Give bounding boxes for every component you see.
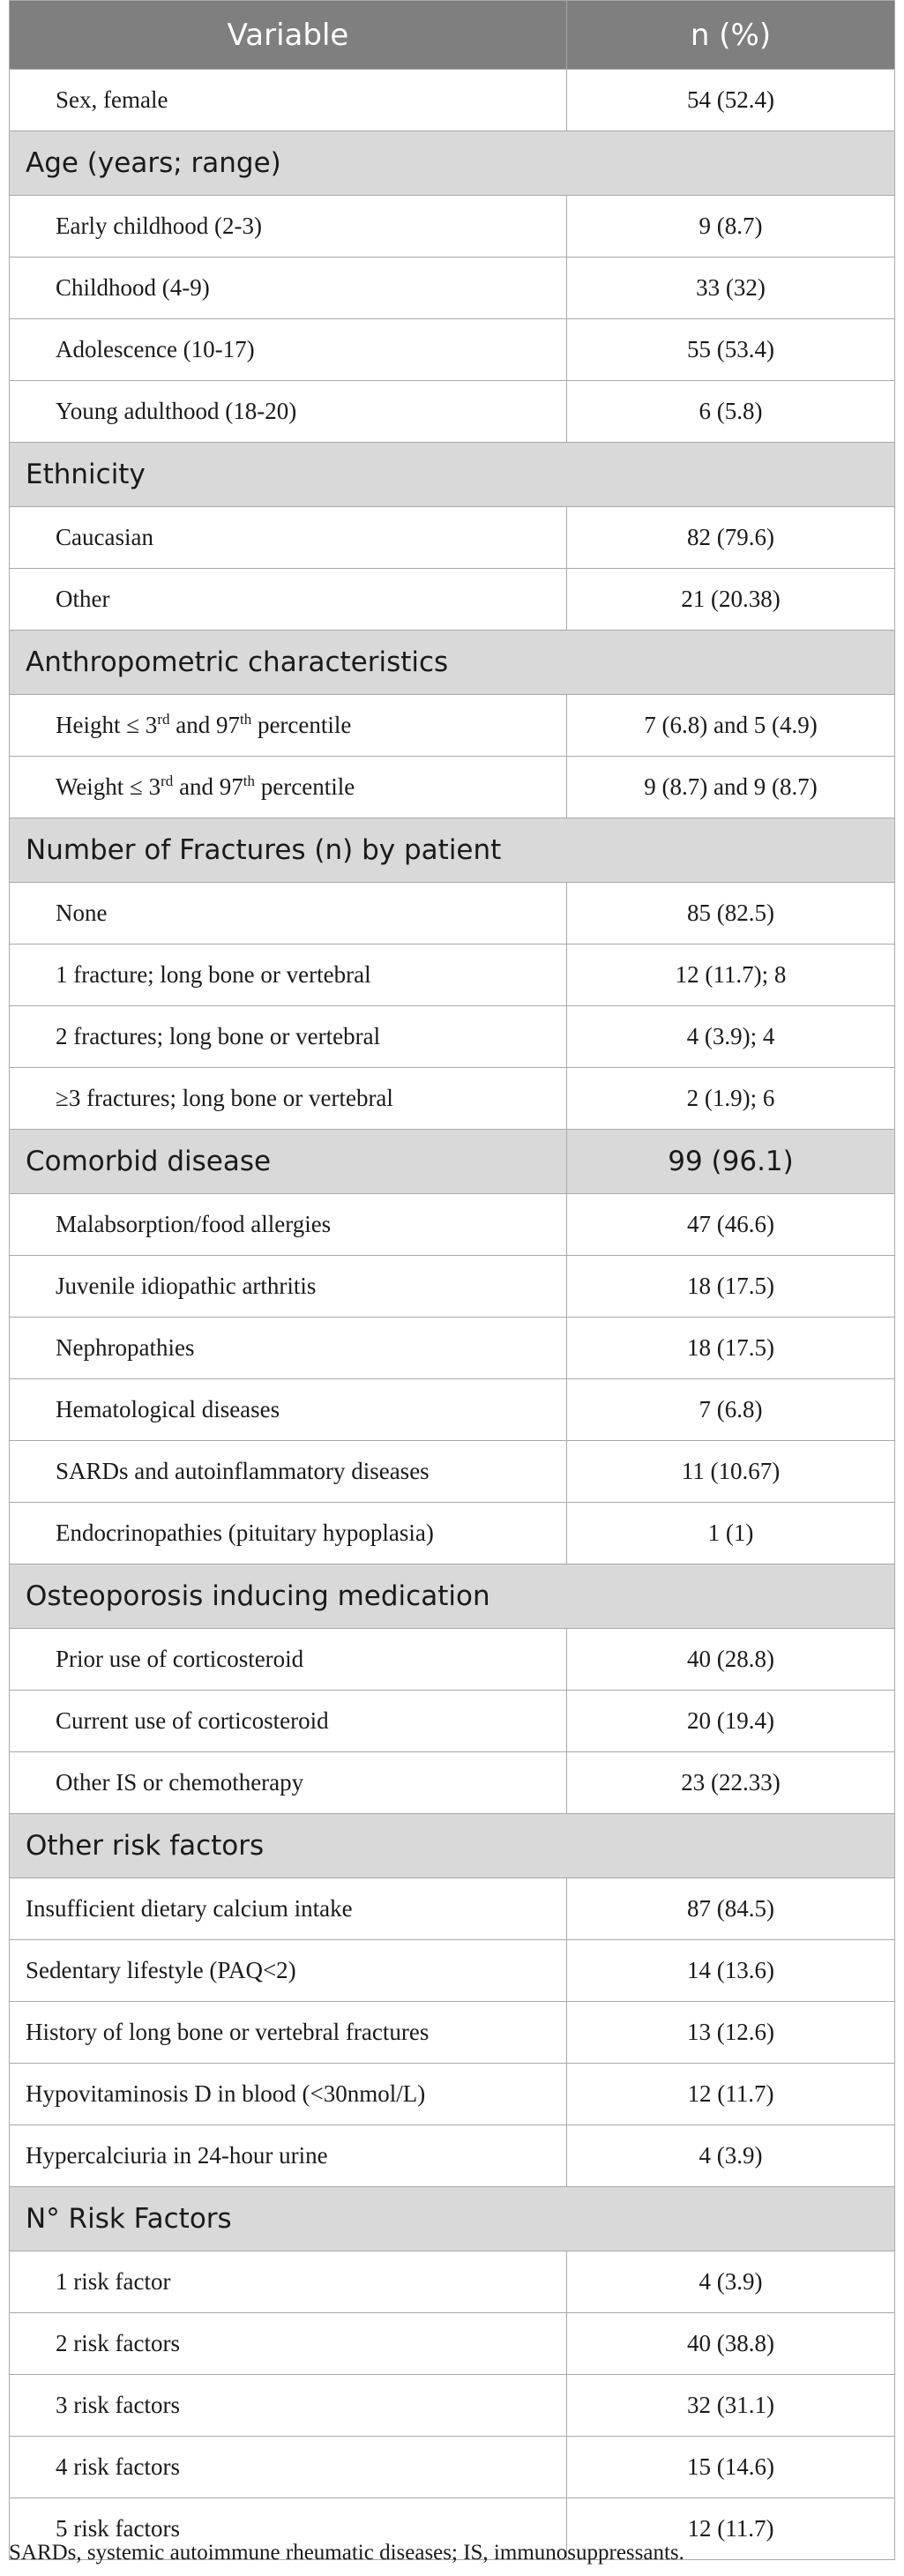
section-header-n-risk: [10, 2187, 895, 2251]
table-row: [10, 1503, 895, 1564]
row-label: Juvenile idiopathic arthritis: [10, 1256, 567, 1318]
row-label: Early childhood (2-3): [10, 196, 567, 258]
row-label: Weight ≤ 3rd and 97th percentile: [10, 757, 567, 818]
section-title: Osteoporosis inducing medication: [10, 1564, 895, 1629]
row-label: History of long bone or vertebral fractures: [10, 2002, 567, 2064]
section-title: Age (years; range): [10, 131, 895, 196]
table-row: [10, 1379, 895, 1441]
row-value: 33 (32): [567, 258, 895, 319]
table-row: [10, 2251, 895, 2313]
table-row: [10, 70, 895, 131]
row-value: 82 (79.6): [567, 507, 895, 569]
header-variable: Variable: [10, 1, 567, 70]
row-value: 11 (10.67): [567, 1441, 895, 1503]
row-value: 18 (17.5): [567, 1256, 895, 1318]
row-value: 15 (14.6): [567, 2437, 895, 2498]
row-label: Malabsorption/food allergies: [10, 1194, 567, 1256]
section-header-medication: [10, 1564, 895, 1629]
row-value: 13 (12.6): [567, 2002, 895, 2064]
row-label: Current use of corticosteroid: [10, 1691, 567, 1752]
table-row: [10, 945, 895, 1006]
table-footnote: SARDs, systemic autoimmune rheumatic diseases; IS, immunosuppressants.: [9, 2541, 684, 2565]
table-row: [10, 569, 895, 631]
row-value: 1 (1): [567, 1503, 895, 1564]
row-value: 4 (3.9): [567, 2251, 895, 2313]
row-label: 2 risk factors: [10, 2313, 567, 2375]
table-row: [10, 2125, 895, 2187]
table-header-row: [10, 1, 895, 70]
row-value: 9 (8.7) and 9 (8.7): [567, 757, 895, 818]
row-label: 1 risk factor: [10, 2251, 567, 2313]
section-header-comorbid: [10, 1130, 895, 1194]
row-value: 87 (84.5): [567, 1878, 895, 1940]
row-value: 12 (11.7): [567, 2064, 895, 2125]
row-value: 14 (13.6): [567, 1940, 895, 2002]
row-label: 3 risk factors: [10, 2375, 567, 2437]
row-value: 54 (52.4): [567, 70, 895, 131]
row-label: Insufficient dietary calcium intake: [10, 1878, 567, 1940]
table-row: [10, 695, 895, 757]
characteristics-table: [9, 0, 895, 2560]
row-value: 20 (19.4): [567, 1691, 895, 1752]
table-row: [10, 1194, 895, 1256]
row-label: 2 fractures; long bone or vertebral: [10, 1006, 567, 1068]
section-title: Comorbid disease: [10, 1130, 567, 1194]
section-title: Anthropometric characteristics: [10, 631, 895, 695]
row-label: Hematological diseases: [10, 1379, 567, 1441]
row-label: Sex, female: [10, 70, 567, 131]
section-title: Other risk factors: [10, 1814, 895, 1878]
row-label: ≥3 fractures; long bone or vertebral: [10, 1068, 567, 1130]
row-label: Nephropathies: [10, 1318, 567, 1379]
table-row: [10, 883, 895, 945]
section-title: Ethnicity: [10, 443, 895, 507]
section-title: N° Risk Factors: [10, 2187, 895, 2251]
row-value: 21 (20.38): [567, 569, 895, 631]
row-value: 40 (28.8): [567, 1629, 895, 1691]
row-value: 2 (1.9); 6: [567, 1068, 895, 1130]
table-row: [10, 2313, 895, 2375]
table-row: [10, 196, 895, 258]
row-value: 7 (6.8): [567, 1379, 895, 1441]
row-value: 9 (8.7): [567, 196, 895, 258]
section-header-anthropometric: [10, 631, 895, 695]
table-row: [10, 2064, 895, 2125]
table-row: [10, 2002, 895, 2064]
table-row: [10, 1318, 895, 1379]
row-label: Other IS or chemotherapy: [10, 1752, 567, 1814]
section-header-ethnicity: [10, 443, 895, 507]
row-label: Height ≤ 3rd and 97th percentile: [10, 695, 567, 757]
table-row: [10, 1691, 895, 1752]
row-value: 4 (3.9); 4: [567, 1006, 895, 1068]
row-label: Hypercalciuria in 24-hour urine: [10, 2125, 567, 2187]
row-value: 18 (17.5): [567, 1318, 895, 1379]
table-container: [9, 0, 894, 2560]
row-label: Adolescence (10-17): [10, 319, 567, 381]
row-label: Young adulthood (18-20): [10, 381, 567, 443]
table-row: [10, 1940, 895, 2002]
section-value: 99 (96.1): [567, 1130, 895, 1194]
row-value: 55 (53.4): [567, 319, 895, 381]
row-label: Childhood (4-9): [10, 258, 567, 319]
table-row: [10, 1878, 895, 1940]
row-value: 12 (11.7); 8: [567, 945, 895, 1006]
row-value: 40 (38.8): [567, 2313, 895, 2375]
row-value: 85 (82.5): [567, 883, 895, 945]
table-row: [10, 1256, 895, 1318]
section-header-age: [10, 131, 895, 196]
section-title: Number of Fractures (n) by patient: [10, 818, 895, 883]
row-label: Caucasian: [10, 507, 567, 569]
row-value: 32 (31.1): [567, 2375, 895, 2437]
row-label: 5 risk factors: [10, 2498, 567, 2560]
table-row: [10, 381, 895, 443]
row-label: Other: [10, 569, 567, 631]
table-row: [10, 1752, 895, 1814]
row-label: 1 fracture; long bone or vertebral: [10, 945, 567, 1006]
row-value: 12 (11.7): [567, 2498, 895, 2560]
table-row: [10, 319, 895, 381]
row-label: Prior use of corticosteroid: [10, 1629, 567, 1691]
table-row: [10, 757, 895, 818]
table-row: [10, 2375, 895, 2437]
row-label: 4 risk factors: [10, 2437, 567, 2498]
table-row: [10, 258, 895, 319]
table-row: [10, 2437, 895, 2498]
header-value: n (%): [567, 1, 895, 70]
table-row: [10, 1006, 895, 1068]
row-label: Sedentary lifestyle (PAQ<2): [10, 1940, 567, 2002]
row-value: 47 (46.6): [567, 1194, 895, 1256]
row-value: 7 (6.8) and 5 (4.9): [567, 695, 895, 757]
table-row: [10, 507, 895, 569]
row-label: None: [10, 883, 567, 945]
row-value: 4 (3.9): [567, 2125, 895, 2187]
row-label: Hypovitaminosis D in blood (<30nmol/L): [10, 2064, 567, 2125]
section-header-other-risk: [10, 1814, 895, 1878]
row-value: 6 (5.8): [567, 381, 895, 443]
row-label: Endocrinopathies (pituitary hypoplasia): [10, 1503, 567, 1564]
row-value: 23 (22.33): [567, 1752, 895, 1814]
section-header-fractures: [10, 818, 895, 883]
table-row: [10, 1441, 895, 1503]
table-row: [10, 1068, 895, 1130]
table-row: [10, 1629, 895, 1691]
row-label: SARDs and autoinflammatory diseases: [10, 1441, 567, 1503]
